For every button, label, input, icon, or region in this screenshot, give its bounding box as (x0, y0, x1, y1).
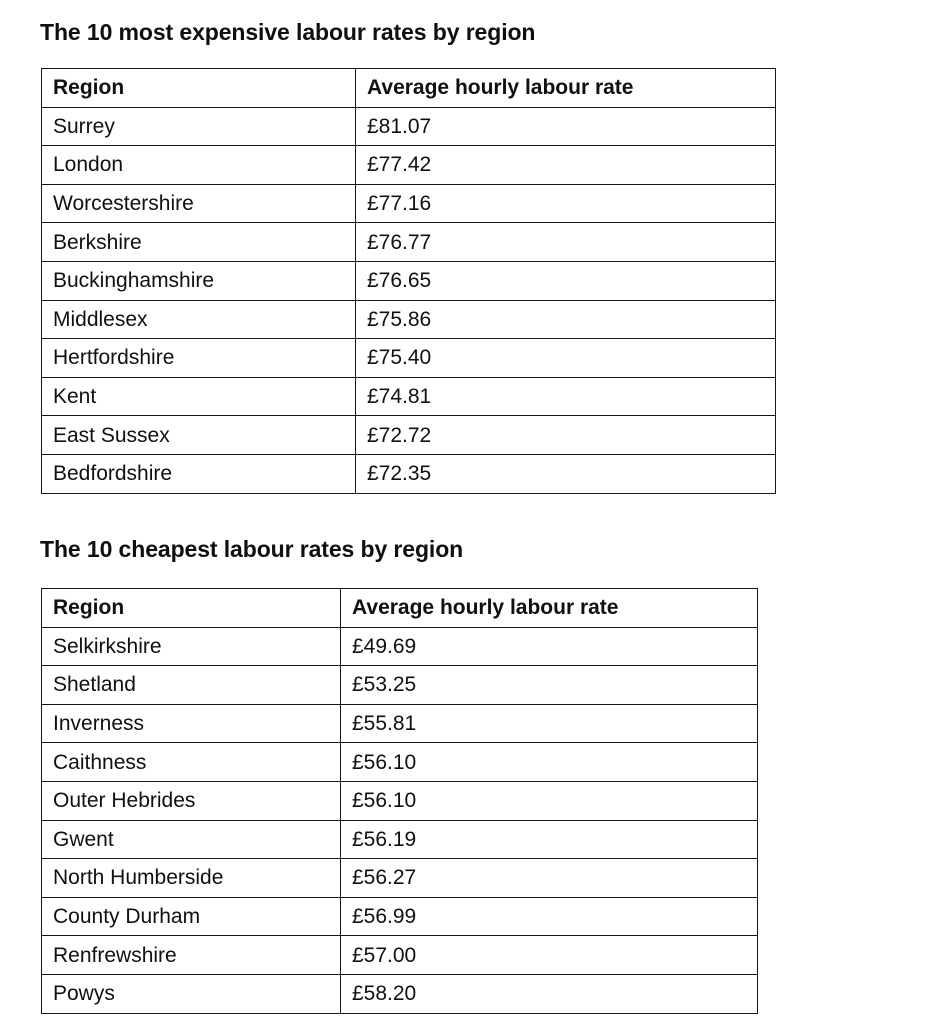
cell-region: Worcestershire (42, 184, 356, 223)
column-header-region: Region (42, 589, 341, 628)
cell-region: London (42, 146, 356, 185)
cell-region: East Sussex (42, 416, 356, 455)
table-row (42, 300, 776, 339)
cell-rate: £76.77 (356, 223, 776, 262)
table-row (42, 897, 758, 936)
table-row (42, 339, 776, 378)
cell-region: Shetland (42, 666, 341, 705)
page-title-most-expensive: The 10 most expensive labour rates by region (40, 19, 536, 45)
cell-region: Caithness (42, 743, 341, 782)
cell-region: Renfrewshire (42, 936, 341, 975)
cell-region: Bedfordshire (42, 454, 356, 493)
table-row (42, 146, 776, 185)
cell-rate: £56.27 (341, 859, 758, 898)
table-row (42, 377, 776, 416)
table-row (42, 704, 758, 743)
cell-region: North Humberside (42, 859, 341, 898)
table-row (42, 743, 758, 782)
table-row (42, 666, 758, 705)
page-title-cheapest: The 10 cheapest labour rates by region (40, 536, 464, 562)
cell-rate: £77.16 (356, 184, 776, 223)
cell-region: Berkshire (42, 223, 356, 262)
cell-rate: £57.00 (341, 936, 758, 975)
cell-rate: £58.20 (341, 974, 758, 1013)
cell-rate: £72.35 (356, 454, 776, 493)
table-header-row (42, 69, 776, 108)
table-most-expensive-labour-rates (41, 68, 776, 494)
table-row (42, 627, 758, 666)
cell-region: Surrey (42, 107, 356, 146)
cell-rate: £77.42 (356, 146, 776, 185)
cell-rate: £76.65 (356, 261, 776, 300)
cell-region: Buckinghamshire (42, 261, 356, 300)
table-row (42, 820, 758, 859)
cell-region: Middlesex (42, 300, 356, 339)
cell-rate: £56.10 (341, 743, 758, 782)
cell-rate: £49.69 (341, 627, 758, 666)
cell-rate: £74.81 (356, 377, 776, 416)
cell-region: Kent (42, 377, 356, 416)
table-header-row (42, 589, 758, 628)
cell-rate: £56.19 (341, 820, 758, 859)
table-row (42, 859, 758, 898)
cell-rate: £72.72 (356, 416, 776, 455)
cell-region: Powys (42, 974, 341, 1013)
column-header-rate: Average hourly labour rate (341, 589, 758, 628)
table-row (42, 416, 776, 455)
table-row (42, 781, 758, 820)
column-header-region: Region (42, 69, 356, 108)
table-row (42, 261, 776, 300)
cell-region: Selkirkshire (42, 627, 341, 666)
cell-rate: £56.99 (341, 897, 758, 936)
cell-region: Hertfordshire (42, 339, 356, 378)
cell-rate: £53.25 (341, 666, 758, 705)
table-row (42, 184, 776, 223)
table-cheapest-labour-rates (41, 588, 758, 1014)
cell-region: County Durham (42, 897, 341, 936)
cell-rate: £75.86 (356, 300, 776, 339)
table-row (42, 936, 758, 975)
cell-rate: £81.07 (356, 107, 776, 146)
cell-rate: £55.81 (341, 704, 758, 743)
cell-rate: £75.40 (356, 339, 776, 378)
cell-region: Outer Hebrides (42, 781, 341, 820)
cell-region: Gwent (42, 820, 341, 859)
cell-rate: £56.10 (341, 781, 758, 820)
table-row (42, 107, 776, 146)
cell-region: Inverness (42, 704, 341, 743)
table-row (42, 454, 776, 493)
table-row (42, 974, 758, 1013)
column-header-rate: Average hourly labour rate (356, 69, 776, 108)
table-row (42, 223, 776, 262)
